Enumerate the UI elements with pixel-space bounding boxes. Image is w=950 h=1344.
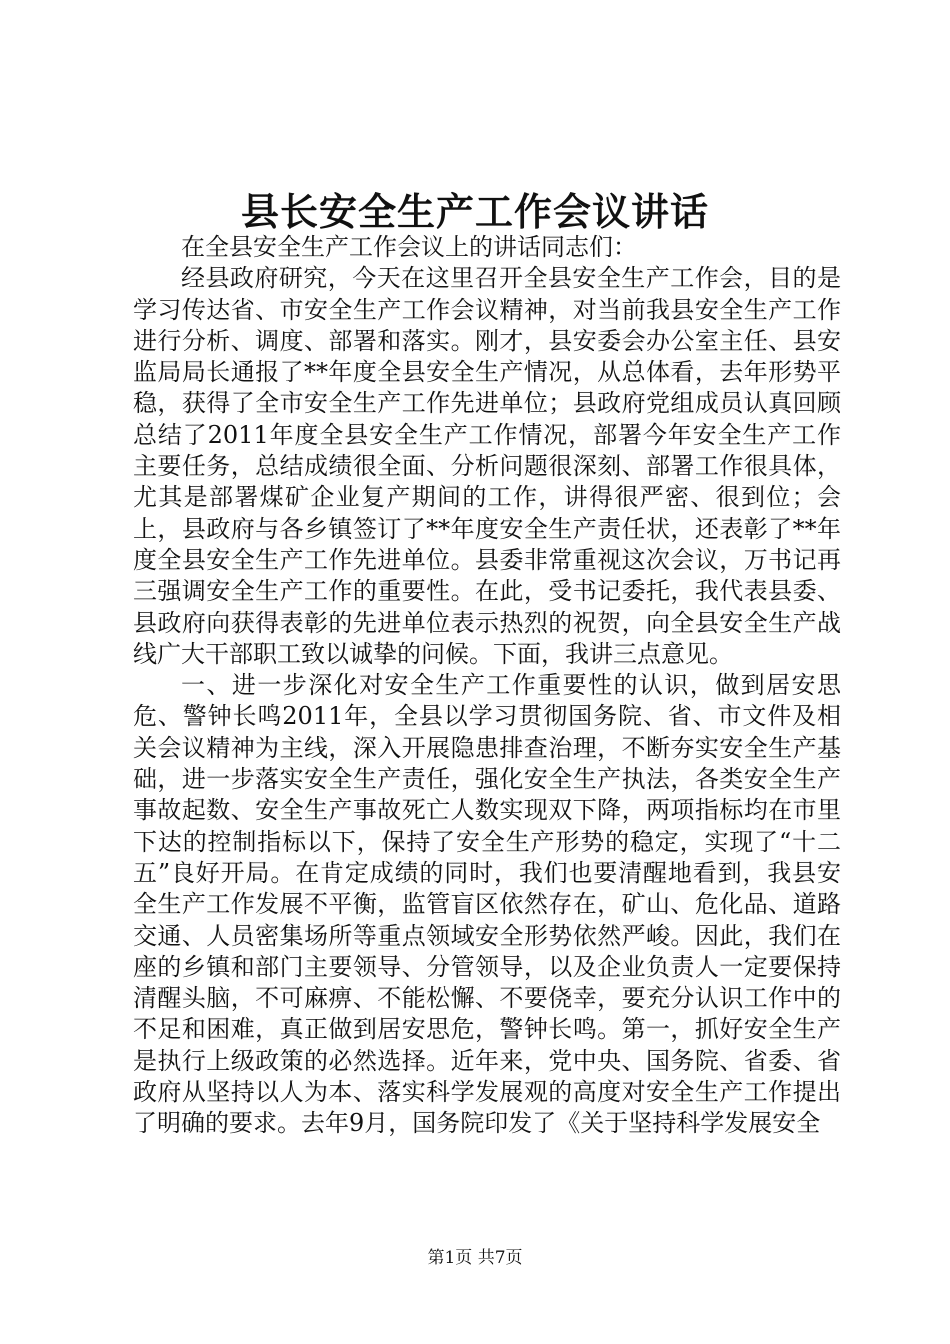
paragraph-salutation: 在全县安全生产工作会议上的讲话同志们：	[181, 233, 637, 261]
paragraph-section-one: 一、进一步深化对安全生产工作重要性的认识，做到居安思危、警钟长鸣2011年，全县以学习贯彻国务院、省、市文件及相关会议精神为主线，深入开展隐患排查治理，不断夯实安全生产基础，进一步落实安全生产责任，强化安全生产执法，各类安全生产事故起数、安全生产事故死亡人数实现双下降，两项指标均在市里下达的控制指标以下，保持了安全生产形势的稳定，实现了“十二五”良好开局。在肯定成绩的同时，我们也要清醒地看到，我县安全生产工作发展不平衡，监管盲区依然存在，矿山、危化品、道路交通、人员密集场所等重点领域安全形势依然严峻。因此，我们在座的乡镇和部门主要领导、分管领导，以及企业负责人一定要保持清醒头脑，不可麻痹、不能松懈、不要侥幸，要充分认识工作中的不足和困难，真正做到居安思危，警钟长鸣。第一，抓好安全生产是执行上级政策的必然选择。近年来，党中央、国务院、省委、省政府从坚持以人为本、落实科学发展观的高度对安全生产工作提出了明确的要求。去年9月，国务院印发了《关于坚持科学发展安全	[133, 671, 841, 1138]
document-title: 县长安全生产工作会议讲话	[240, 189, 709, 234]
paragraph-intro: 经县政府研究，今天在这里召开全县安全生产工作会，目的是学习传达省、市安全生产工作会议精神，对当前我县安全生产工作进行分析、调度、部署和落实。刚才，县安委会办公室主任、县安监局局长通报了**年度全县安全生产情况，从总体看，去年形势平稳，获得了全市安全生产工作先进单位；县政府党组成员认真回顾总结了2011年度全县安全生产工作情况，部署今年安全生产工作主要任务，总结成绩很全面、分析问题很深刻、部署工作很具体，尤其是部署煤矿企业复产期间的工作，讲得很严密、很到位；会上，县政府与各乡镇签订了**年度安全生产责任状，还表彰了**年度全县安全生产工作先进单位。县委非常重视这次会议，万书记再三强调安全生产工作的重要性。在此，受书记委托，我代表县委、县政府向获得表彰的先进单位表示热烈的祝贺，向全县安全生产战线广大干部职工致以诚挚的问候。下面，我讲三点意见。	[133, 264, 841, 668]
document-body	[133, 232, 841, 1140]
page-footer: 第1页 共7页	[427, 1248, 523, 1268]
